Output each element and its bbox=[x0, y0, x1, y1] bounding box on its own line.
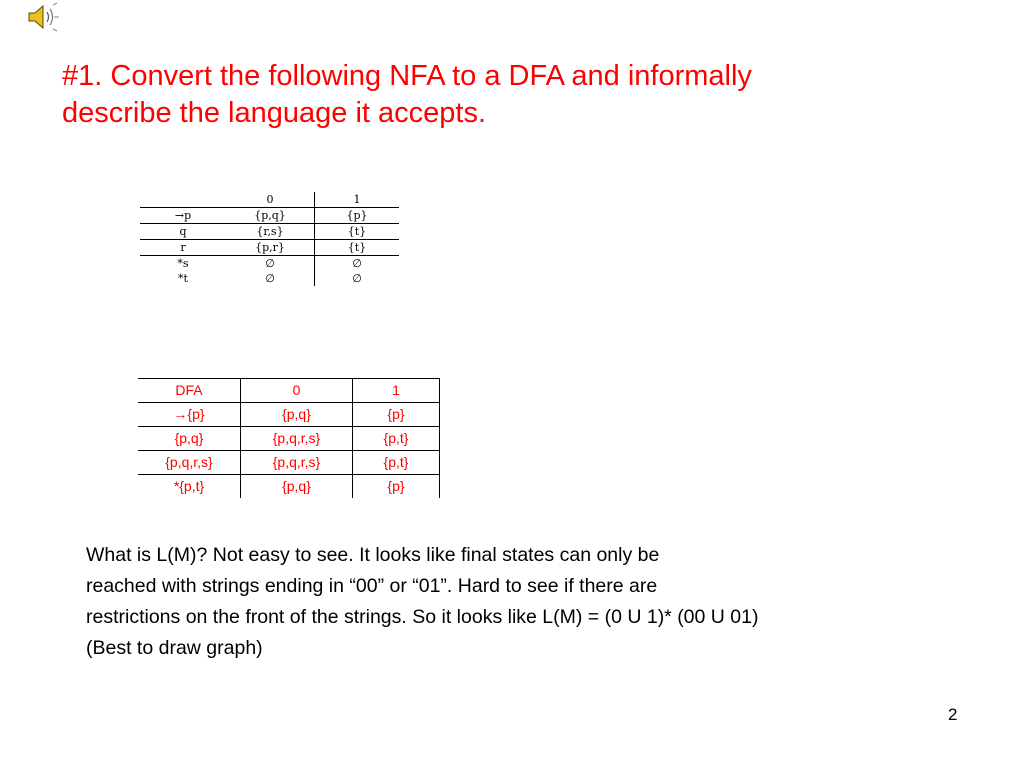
nfa-header-1: 1 bbox=[315, 192, 400, 208]
nfa-row bbox=[140, 271, 399, 286]
dfa-transition-table bbox=[138, 378, 440, 498]
nfa-cell: {r,s} bbox=[226, 224, 315, 240]
slide-title bbox=[62, 58, 922, 132]
speaker-icon[interactable] bbox=[26, 2, 60, 32]
nfa-state-cell: *t bbox=[178, 272, 188, 285]
dfa-cell: {p,q,r,s} bbox=[241, 451, 353, 475]
nfa-state-cell: *s bbox=[177, 257, 189, 270]
nfa-state-cell: →p bbox=[140, 208, 226, 224]
dfa-cell: {p,t} bbox=[353, 451, 440, 475]
nfa-cell: ∅ bbox=[265, 257, 275, 270]
nfa-transition-table bbox=[140, 192, 399, 286]
nfa-header-0: 0 bbox=[226, 192, 315, 208]
nfa-cell: {p} bbox=[315, 208, 400, 224]
dfa-row bbox=[138, 427, 440, 451]
page-number: 2 bbox=[948, 705, 958, 724]
dfa-cell: {p,q} bbox=[241, 475, 353, 499]
explanation-text bbox=[86, 540, 986, 664]
dfa-header-row bbox=[138, 379, 440, 403]
dfa-cell: {p,t} bbox=[353, 427, 440, 451]
dfa-cell: {p} bbox=[353, 403, 440, 427]
dfa-state-cell: {p,q,r,s} bbox=[138, 451, 241, 475]
dfa-state-cell: *{p,t} bbox=[173, 478, 205, 494]
nfa-state-cell: r bbox=[140, 240, 226, 256]
explanation-line: (Best to draw graph) bbox=[86, 637, 263, 659]
dfa-state-cell: {p,q} bbox=[138, 427, 241, 451]
explanation-line: What is L(M)? Not easy to see. It looks like final states can only be bbox=[86, 544, 660, 566]
dfa-cell: {p,q} bbox=[241, 403, 353, 427]
dfa-row bbox=[138, 451, 440, 475]
nfa-row bbox=[140, 256, 399, 272]
dfa-cell: {p,q,r,s} bbox=[241, 427, 353, 451]
nfa-state-cell: q bbox=[140, 224, 226, 240]
explanation-line: reached with strings ending in “00” or “01”. Hard to see if there are bbox=[86, 575, 658, 597]
title-line: #1. Convert the following NFA to a DFA and informally bbox=[62, 60, 752, 92]
nfa-row bbox=[140, 208, 399, 224]
nfa-cell: {p,q} bbox=[226, 208, 315, 224]
nfa-header-row bbox=[140, 192, 399, 208]
explanation-line: restrictions on the front of the strings. So it looks like L(M) = (0 U 1)* (00 U 01) bbox=[86, 606, 759, 628]
title-line: describe the language it accepts. bbox=[62, 97, 486, 129]
nfa-cell: {p,r} bbox=[226, 240, 315, 256]
dfa-header-0: 0 bbox=[241, 379, 353, 403]
nfa-cell: {t} bbox=[315, 224, 400, 240]
dfa-row bbox=[138, 403, 440, 427]
nfa-row bbox=[140, 240, 399, 256]
nfa-header-state bbox=[140, 192, 226, 208]
dfa-row bbox=[138, 475, 440, 499]
dfa-header-state: DFA bbox=[138, 379, 241, 403]
nfa-cell: ∅ bbox=[265, 272, 275, 285]
dfa-state-cell: →{p} bbox=[138, 403, 241, 427]
nfa-cell: {t} bbox=[315, 240, 400, 256]
nfa-cell: ∅ bbox=[315, 271, 400, 286]
dfa-header-1: 1 bbox=[353, 379, 440, 403]
nfa-row bbox=[140, 224, 399, 240]
dfa-cell: {p} bbox=[353, 475, 440, 499]
nfa-cell: ∅ bbox=[315, 256, 400, 272]
